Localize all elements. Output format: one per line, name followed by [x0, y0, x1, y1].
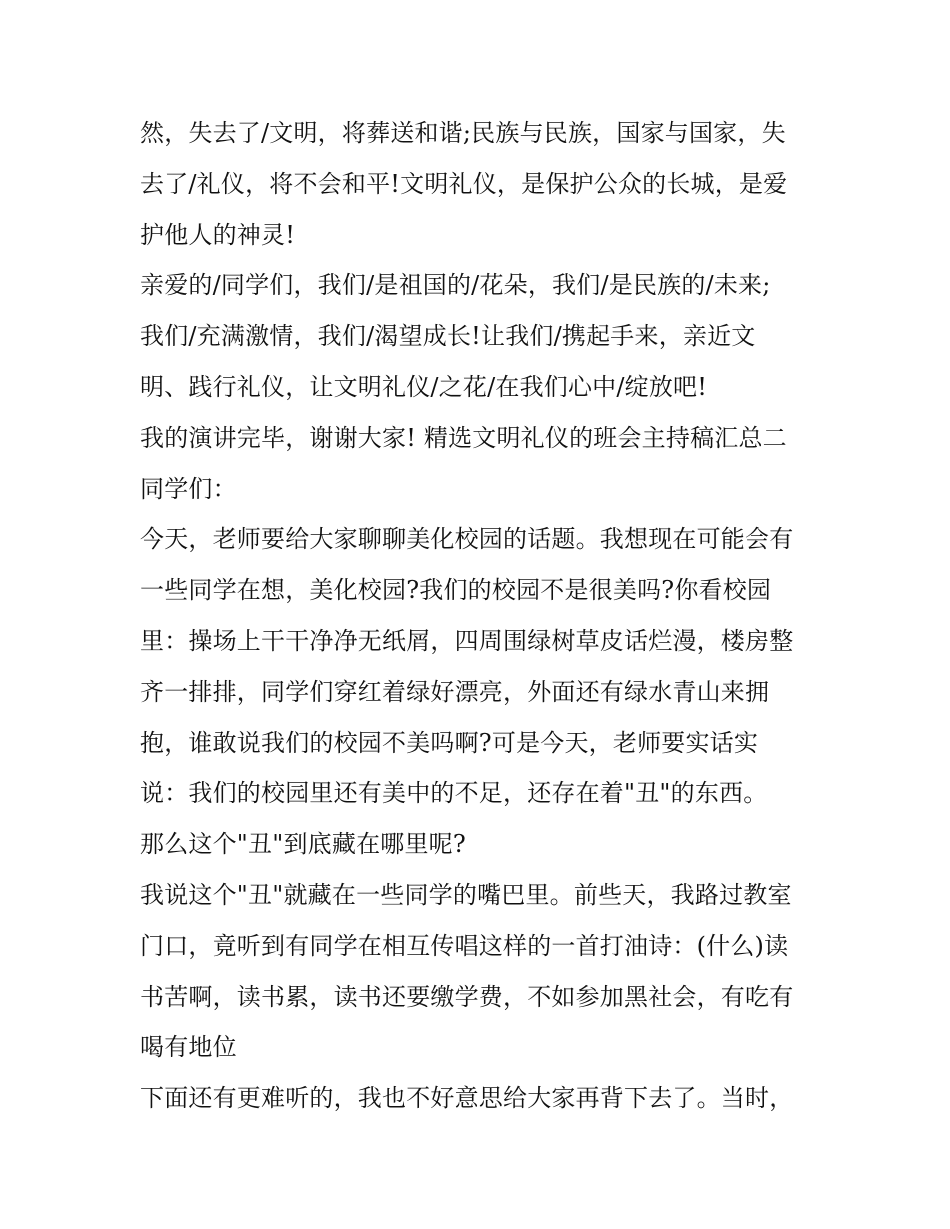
text-line: 喝有地位: [140, 1033, 237, 1062]
text-line: 说：我们的校园里还有美中的不足，还存在着"丑"的东西。: [140, 779, 768, 808]
text-line: 书苦啊，读书累，读书还要缴学费，不如参加黑社会，有吃有: [140, 982, 794, 1011]
text-line: 然，失去了/文明，将葬送和谐;民族与民族，国家与国家，失: [140, 119, 786, 147]
text-line: 我们/充满激情，我们/渴望成长!让我们/携起手来，亲近文: [140, 322, 756, 351]
text-line: 齐一排排，同学们穿红着绿好漂亮，外面还有绿水青山来拥: [140, 677, 770, 706]
text-line: 门口，竟听到有同学在相互传唱这样的一首打油诗：(什么)读: [140, 931, 789, 960]
body-text: [140, 108, 820, 1124]
text-line: 护他人的神灵!: [140, 220, 296, 249]
text-line: 下面还有更难听的，我也不好意思给大家再背下去了。当时，: [140, 1084, 794, 1113]
text-line: 同学们：: [140, 474, 237, 503]
text-line: 一些同学在想，美化校园?我们的校园不是很美吗?你看校园: [140, 576, 772, 605]
text-line: 去了/礼仪，将不会和平!文明礼仪，是保护公众的长城，是爱: [140, 169, 788, 198]
text-line: 里：操场上干干净净无纸屑，四周围绿树草皮话烂漫，楼房整: [140, 626, 794, 655]
text-line: 我说这个"丑"就藏在一些同学的嘴巴里。前些天，我路过教室: [140, 880, 792, 909]
text-line: 抱，谁敢说我们的校园不美吗啊?可是今天，老师要实话实: [140, 728, 759, 757]
text-line: 我的演讲完毕，谢谢大家! 精选文明礼仪的班会主持稿汇总二: [140, 423, 787, 452]
text-line: 亲爱的/同学们，我们/是祖国的/花朵，我们/是民族的/未来;: [140, 271, 771, 300]
text-line: 那么这个"丑"到底藏在哪里呢?: [140, 830, 466, 859]
text-line: 明、践行礼仪，让文明礼仪/之花/在我们心中/绽放吧!: [140, 372, 708, 401]
text-line: 今天，老师要给大家聊聊美化校园的话题。我想现在可能会有: [140, 525, 794, 554]
